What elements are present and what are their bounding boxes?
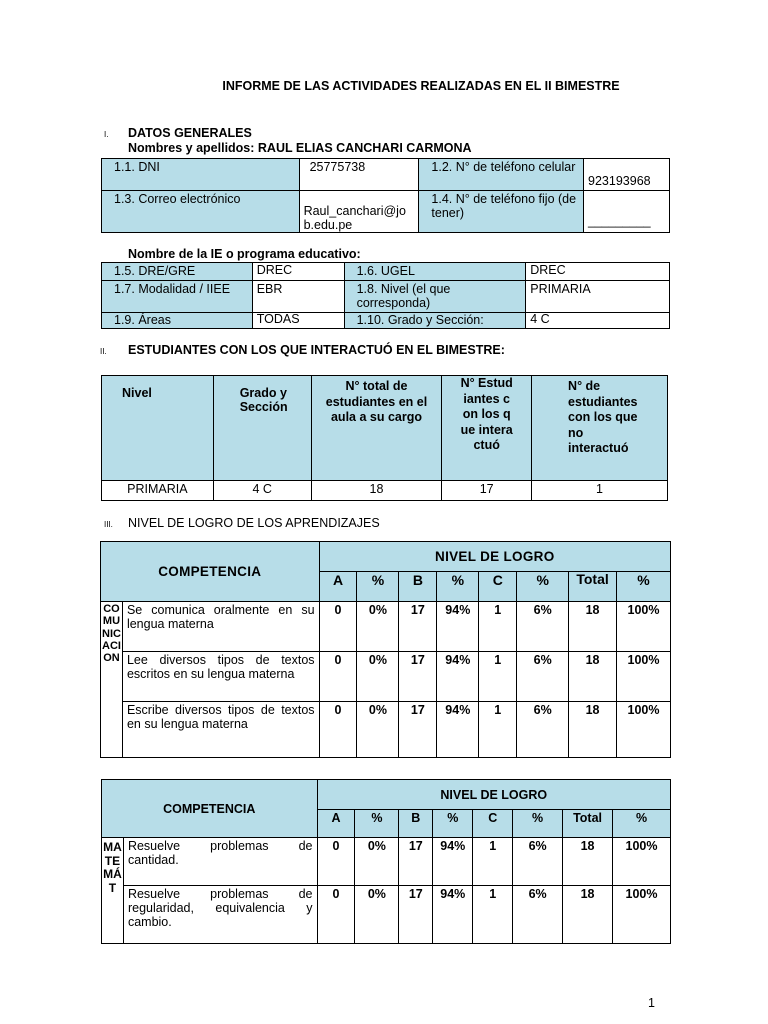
table-row: [101, 602, 671, 652]
value-cell: 0%: [355, 838, 399, 886]
value-cell: 6%: [513, 886, 563, 944]
table-row: [102, 838, 671, 886]
value-cell: 6%: [517, 702, 569, 758]
email-label: 1.3. Correo electrónico: [102, 191, 300, 233]
col-c-pct: %: [517, 572, 569, 602]
value-cell: 0%: [357, 602, 399, 652]
table-row: [102, 886, 671, 944]
competencia-header: COMPETENCIA: [102, 780, 318, 838]
section-1-heading: DATOS GENERALES: [128, 126, 252, 140]
value-cell: 1: [473, 886, 513, 944]
document-title: INFORME DE LAS ACTIVIDADES REALIZADAS EN EL II BIMESTRE: [222, 79, 620, 93]
modalidad-value: EBR: [252, 281, 344, 313]
col-a: A: [317, 810, 355, 838]
section-3-number: III.: [104, 520, 113, 529]
value-cell: 6%: [513, 838, 563, 886]
value-cell: 0: [319, 702, 357, 758]
grado-label: 1.10. Grado y Sección:: [344, 313, 526, 329]
fijo-value: _________: [584, 191, 670, 233]
value-cell: 100%: [613, 886, 671, 944]
dre-label: 1.5. DRE/GRE: [102, 263, 253, 281]
table-row: [101, 702, 671, 758]
value-cell: 0%: [357, 652, 399, 702]
value-cell: 1: [479, 652, 517, 702]
header-total: N° total de estudiantes en el aula a su cargo: [311, 376, 442, 481]
areas-value: TODAS: [252, 313, 344, 329]
value-cell: 17: [399, 652, 437, 702]
section-2-heading: ESTUDIANTES CON LOS QUE INTERACTUÓ EN EL BIMESTRE:: [128, 343, 505, 357]
value-cell: 94%: [433, 886, 473, 944]
ugel-value: DREC: [526, 263, 670, 281]
value-cell: 94%: [433, 838, 473, 886]
section-2-number: II.: [100, 347, 107, 356]
col-c: C: [479, 572, 517, 602]
value-cell: 1: [479, 702, 517, 758]
email-value: Raul_canchari@job.edu.pe: [299, 191, 419, 233]
ie-label: Nombre de la IE o programa educativo:: [128, 247, 361, 261]
value-cell: 0%: [355, 886, 399, 944]
header-nivel: Nivel: [102, 376, 214, 481]
grado-value: 4 C: [526, 313, 670, 329]
value-cell: 100%: [613, 838, 671, 886]
area-label-matematica: MATEMÁT: [102, 838, 124, 944]
area-label-comunicacion: COMUNICACION: [101, 602, 123, 758]
value-cell: 18: [563, 886, 613, 944]
value-cell: 1: [479, 602, 517, 652]
col-c-pct: %: [513, 810, 563, 838]
cel-value: 923193968: [584, 159, 670, 191]
value-cell: 17: [399, 886, 433, 944]
page-number: 1: [648, 996, 655, 1010]
col-b: B: [399, 572, 437, 602]
header-no-interactuo: N° de estudiantes con los que no interactuó: [532, 376, 668, 481]
value-cell: 94%: [437, 652, 479, 702]
section-1-number: I.: [104, 130, 109, 139]
value-cell: 0: [317, 838, 355, 886]
row-total: 18: [311, 481, 442, 501]
value-cell: 0%: [357, 702, 399, 758]
matematica-table: [101, 779, 671, 944]
nivel-label: 1.8. Nivel (el que corresponda): [344, 281, 526, 313]
row-grado: 4 C: [213, 481, 311, 501]
dre-value: DREC: [252, 263, 344, 281]
value-cell: 18: [569, 602, 617, 652]
cel-label: 1.2. N° de teléfono celular: [419, 159, 584, 191]
value-cell: 0: [319, 652, 357, 702]
value-cell: 17: [399, 602, 437, 652]
value-cell: 100%: [617, 602, 671, 652]
col-total-pct: %: [613, 810, 671, 838]
value-cell: 100%: [617, 702, 671, 758]
table-row: [101, 652, 671, 702]
value-cell: 6%: [517, 652, 569, 702]
value-cell: 18: [563, 838, 613, 886]
value-cell: 94%: [437, 702, 479, 758]
col-a: A: [319, 572, 357, 602]
row-interactuo: 17: [442, 481, 532, 501]
nivel-logro-header: NIVEL DE LOGRO: [317, 780, 670, 810]
value-cell: 100%: [617, 652, 671, 702]
competencia-text: Resuelve problemas de cantidad.: [123, 838, 317, 886]
nivel-value: PRIMARIA: [526, 281, 670, 313]
row-no-interactuo: 1: [532, 481, 668, 501]
competencia-text: Se comunica oralmente en su lengua materna: [122, 602, 319, 652]
value-cell: 6%: [517, 602, 569, 652]
students-table: [101, 375, 668, 501]
col-total-pct: %: [617, 572, 671, 602]
value-cell: 94%: [437, 602, 479, 652]
col-a-pct: %: [355, 810, 399, 838]
section-3-heading: NIVEL DE LOGRO DE LOS APRENDIZAJES: [128, 516, 380, 530]
row-nivel: PRIMARIA: [102, 481, 214, 501]
col-b-pct: %: [433, 810, 473, 838]
dni-label: 1.1. DNI: [102, 159, 300, 191]
dni-value: 25775738: [299, 159, 419, 191]
header-interactuo: N° Estudiantes con los que interactuó: [442, 376, 532, 481]
modalidad-label: 1.7. Modalidad / IIEE: [102, 281, 253, 313]
col-total: Total: [563, 810, 613, 838]
fijo-label: 1.4. N° de teléfono fijo (de tener): [419, 191, 584, 233]
col-a-pct: %: [357, 572, 399, 602]
datos-generales-table: [101, 158, 670, 233]
ie-table: [101, 262, 670, 329]
competencia-header: COMPETENCIA: [101, 542, 320, 602]
col-b-pct: %: [437, 572, 479, 602]
competencia-text: Lee diversos tipos de textos escritos en su lengua materna: [122, 652, 319, 702]
value-cell: 18: [569, 702, 617, 758]
value-cell: 17: [399, 702, 437, 758]
areas-label: 1.9. Áreas: [102, 313, 253, 329]
value-cell: 0: [317, 886, 355, 944]
ugel-label: 1.6. UGEL: [344, 263, 526, 281]
nivel-logro-header: NIVEL DE LOGRO: [319, 542, 670, 572]
value-cell: 1: [473, 838, 513, 886]
col-c: C: [473, 810, 513, 838]
col-b: B: [399, 810, 433, 838]
comunicacion-table: [100, 541, 671, 758]
value-cell: 0: [319, 602, 357, 652]
value-cell: 17: [399, 838, 433, 886]
competencia-text: Resuelve problemas de regularidad, equivalencia y cambio.: [123, 886, 317, 944]
header-grado: Grado y Sección: [213, 376, 311, 481]
value-cell: 18: [569, 652, 617, 702]
col-total: Total: [569, 572, 617, 602]
competencia-text: Escribe diversos tipos de textos en su lengua materna: [122, 702, 319, 758]
teacher-name: Nombres y apellidos: RAUL ELIAS CANCHARI CARMONA: [128, 141, 472, 155]
